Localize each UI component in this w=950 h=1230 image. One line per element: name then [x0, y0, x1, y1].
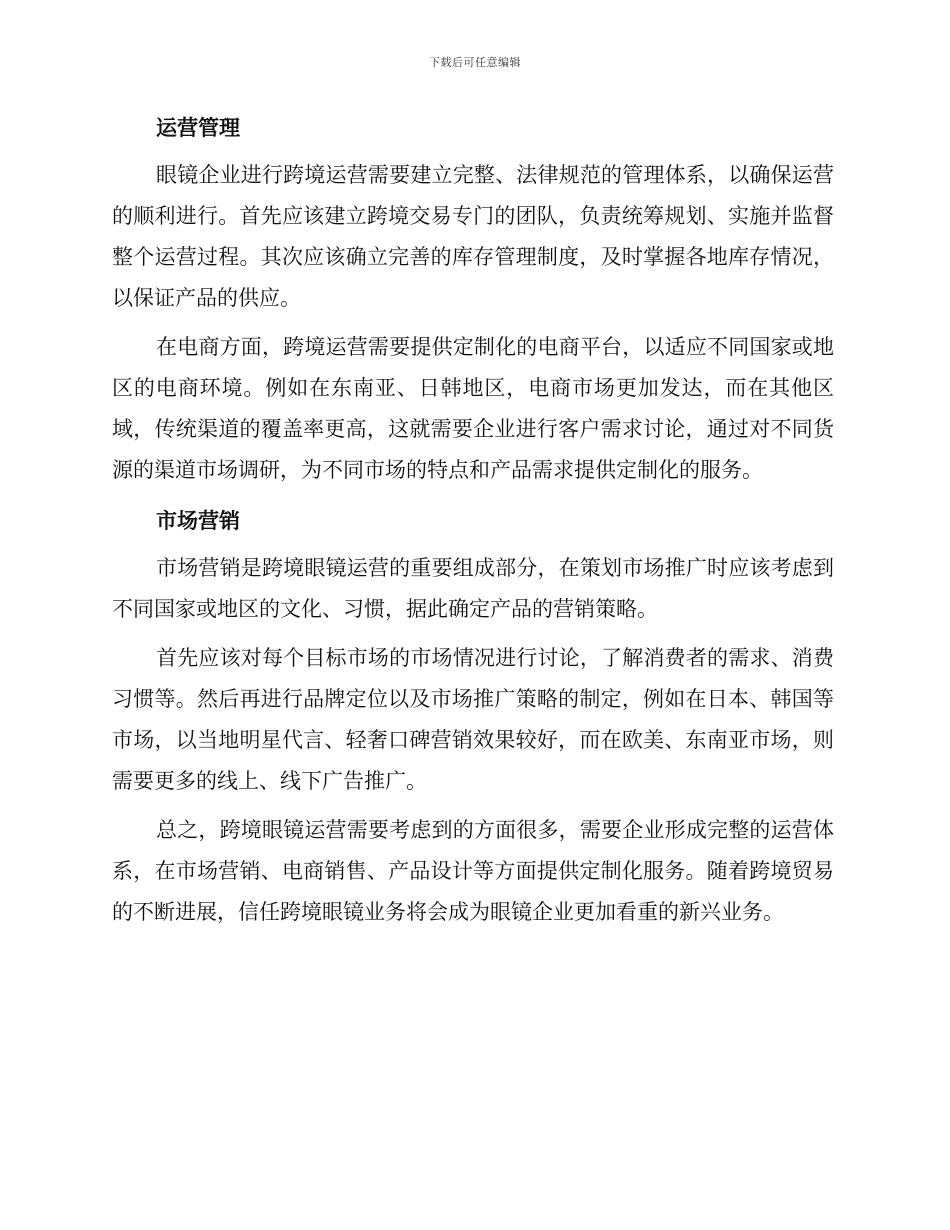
- section-heading-operations: 运营管理: [156, 116, 240, 140]
- paragraph: 在电商方面，跨境运营需要提供定制化的电商平台，以适应不同国家或地区的电商环境。例如在东南亚、日韩地区，电商市场更加发达，而在其他区域，传统渠道的覆盖率更高，这就需要企业进行客户需求讨论，通过对不同货源的渠道市场调研，为不同市场的特点和产品需求提供定制化的服务。: [112, 335, 834, 482]
- document-body: [112, 108, 834, 941]
- header-note: 下载后可任意编辑: [429, 56, 521, 69]
- section-heading-marketing: 市场营销: [156, 509, 240, 533]
- paragraph: 市场营销是跨境眼镜运营的重要组成部分，在策划市场推广时应该考虑到不同国家或地区的文化、习惯，据此确定产品的营销策略。: [112, 556, 834, 621]
- paragraph: 首先应该对每个目标市场的市场情况进行讨论，了解消费者的需求、消费习惯等。然后再进行品牌定位以及市场推广策略的制定，例如在日本、韩国等市场，以当地明星代言、轻奢口碑营销效果较好，而在欧美、东南亚市场，则需要更多的线上、线下广告推广。: [112, 646, 834, 793]
- paragraph: 总之，跨境眼镜运营需要考虑到的方面很多，需要企业形成完整的运营体系，在市场营销、电商销售、产品设计等方面提供定制化服务。随着跨境贸易的不断进展，信任跨境眼镜业务将会成为眼镜企业更加看重的新兴业务。: [112, 818, 834, 924]
- paragraph: 眼镜企业进行跨境运营需要建立完整、法律规范的管理体系，以确保运营的顺利进行。首先应该建立跨境交易专门的团队，负责统筹规划、实施并监督整个运营过程。其次应该确立完善的库存管理制度，及时掌握各地库存情况，以保证产品的供应。: [112, 163, 834, 310]
